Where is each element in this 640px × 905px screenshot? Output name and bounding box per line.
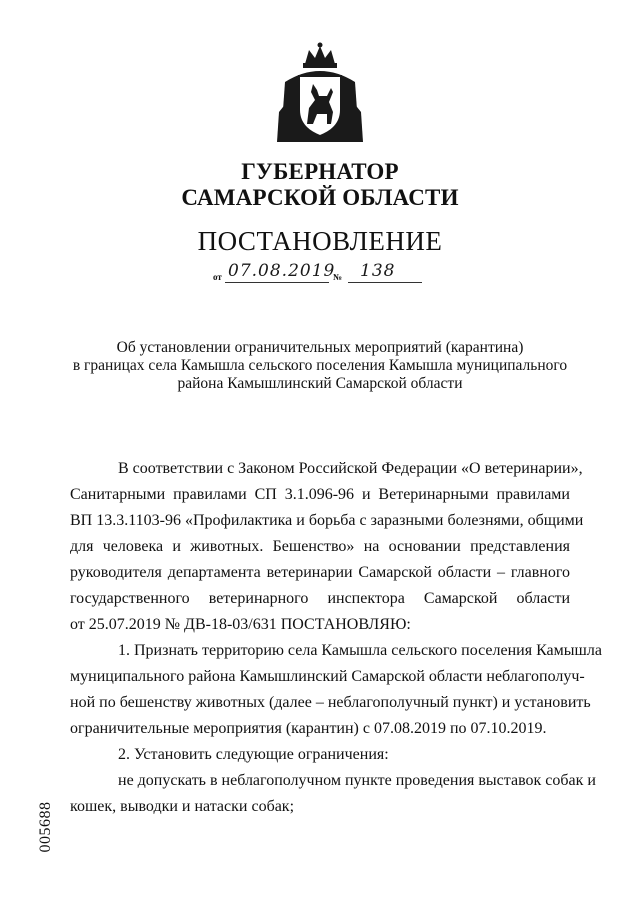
header-title-line2: САМАРСКОЙ ОБЛАСТИ	[181, 185, 459, 210]
date-label: от	[213, 272, 222, 282]
document-type: ПОСТАНОВЛЕНИЕ	[197, 226, 443, 256]
header-title-line1: ГУБЕРНАТОР	[241, 159, 399, 184]
subject-line: района Камышлинский Самарской области	[177, 375, 463, 392]
restriction-line: кошек, выводки и натаски собак;	[70, 798, 295, 815]
restriction-line: не допускать в неблагополучном пункте проведения выставок собак и	[118, 772, 596, 789]
item1-line: ной по бешенству животных (далее – неблагополучный пункт) и установить	[70, 694, 591, 711]
item1-line: 1. Признать территорию села Камышла сельского поселения Камышла	[118, 642, 602, 659]
item1-line: ограничительные мероприятия (карантин) с 07.08.2019 по 07.10.2019.	[70, 720, 547, 737]
item2-line: 2. Установить следующие ограничения:	[118, 746, 389, 763]
date-underline	[225, 282, 329, 283]
number-label: №	[333, 272, 343, 282]
preamble-line: В соответствии с Законом Российской Федерации «О ветеринарии»,	[118, 460, 583, 477]
preamble-line: от 25.07.2019 № ДВ-18-03/631 ПОСТАНОВЛЯЮ:	[70, 616, 411, 633]
number-underline	[348, 282, 422, 283]
coat-of-arms-icon	[267, 42, 373, 148]
preamble-line: для человека и животных. Бешенство» на основании представления	[70, 538, 570, 555]
number-value: 138	[360, 261, 396, 281]
preamble-line: государственного ветеринарного инспектора Самарской области	[70, 590, 570, 607]
registration-number: 005688	[37, 801, 54, 853]
preamble-line: ВП 13.3.1103-96 «Профилактика и борьба с заразными болезнями, общими	[70, 512, 584, 529]
subject-line: в границах села Камышла сельского поселения Камышла муниципального	[72, 357, 568, 374]
document-body	[70, 456, 602, 820]
document-subject	[60, 339, 580, 393]
date-value: 07.08.2019	[228, 261, 336, 281]
preamble-line: Санитарными правилами СП 3.1.096-96 и Ветеринарными правилами	[70, 486, 570, 503]
registration-stamp	[36, 797, 56, 857]
preamble-line: руководителя департамента ветеринарии Самарской области – главного	[70, 564, 570, 581]
date-number-line	[0, 261, 640, 285]
item1-line: муниципального района Камышлинский Самарской области неблагополуч-	[70, 668, 585, 685]
subject-line: Об установлении ограничительных мероприятий (карантина)	[116, 339, 524, 356]
